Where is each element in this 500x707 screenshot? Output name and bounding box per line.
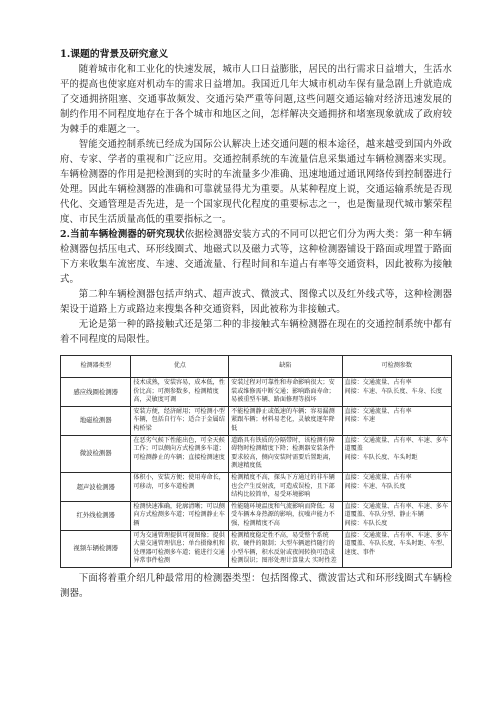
table-row: [61, 501, 452, 530]
table-cell-type: 视频车辆检测器: [61, 530, 131, 567]
research-status-intro: 依据检测器安装方式的不同可以把它们分为两大类：第一种车辆检测器包括压电式、环形线圈式、地磁式以及磁力式等，这种检测器铺设于路面或埋置于路面下方来收集车流密度、车速、交通流量、行程时间和车道占有率等交通资料，因此被称为接触式。: [60, 229, 453, 285]
detector-comparison-table: [60, 355, 452, 568]
table-cell-type: 感应线圈检测器: [61, 378, 131, 407]
paragraph-following-intro: 下面将着重介绍几种最常用的检测器类型：包括图像式、微波雷达式和环形线圈式车辆检测器。: [60, 572, 452, 599]
table-row: [61, 435, 452, 472]
table-cell-params: 直接：交通流量、占有率 间接：车速、车队长度: [342, 472, 451, 501]
table-row: [61, 530, 452, 567]
table-cell-advantages: 体积小，安装方便；使用寿命长，可移动，可多车道检测: [131, 472, 229, 501]
table-cell-type: 微波检测器: [61, 435, 131, 472]
paragraph-limitations: 无论是第一种的路接触式还是第二种的非接触式车辆检测器在现在的交通控制系统中都有着不同程度的局限性。: [60, 319, 452, 345]
table-cell-type: 地磁检测器: [61, 406, 131, 435]
table-cell-advantages: 技术成熟，安装容易，成本低，性价比高；可测参数多，检测精度高，灵敏度可调: [131, 378, 229, 407]
table-cell-advantages: 安装方便，经济耐用；可检测小型车辆，包括自行车；适合于金属结构桥梁: [131, 406, 229, 435]
table-cell-disadvantages: 安装过程对可靠性和寿命影响很大；安装或维修需中断交通；影响路面寿命；易被重型车辆、路面修理等损坏: [229, 378, 342, 407]
paragraph-background-2: 智能交通控制系统已经成为国际公认解决上述交通问题的根本途径，越来越受到国内外政府、专家、学者的重视和广泛应用。交通控制系统的车流量信息采集通过车辆检测器来实现。车辆检测器的作用是把检测到的实时的车流量多少准确、迅速地通过通讯网络传到控制器进行处理。因此车辆检测器的准确和可靠就显得尤为重要。从某种程度上说，交通运输系统是否现代化、交通管理是否先进，是一个国家现代化程度的重要标志之一，也是衡量现代城市繁荣程度、市民生活质量高低的重要指标之一。: [60, 139, 452, 225]
table-header-row: [61, 356, 452, 378]
section-heading-research-status: 2.当前车辆检测器的研究现状: [60, 229, 185, 240]
table-cell-disadvantages: 性能随环境温度和气流影响而降低；易受车辆本身热源的影响，抗噪声能力不强，检测精度不高: [229, 501, 342, 530]
table-cell-advantages: 在恶劣气候下性能出色，可全天候工作；可以侧向方式检测多车道；可检测静止的车辆；直接检测速度: [131, 435, 229, 472]
table-cell-type: 红外线检测器: [61, 501, 131, 530]
table-header-disadvantages: 缺陷: [229, 356, 342, 378]
table-row: [61, 472, 452, 501]
table-cell-type: 超声波检测器: [61, 472, 131, 501]
table-row: [61, 378, 452, 407]
table-cell-disadvantages: 检测精度稳定性不高，易受整个系统软、硬件的限制；大型车辆遮挡随行的小型车辆，积水反射或夜间转换可造成检测误识；图形处理计算量大 实时性差: [229, 530, 342, 567]
paragraph-background-1: 随着城市化和工业化的快速发展，城市人口日益膨胀，居民的出行需求日益增大，生活水平的提高也使家庭对机动车的需求日益增加。我国近几年大城市机动车保有量急剧上升就造成了交通拥挤阻塞、交通事故频发、交通污染严重等问题,这些问题交通运输对经济迅速发展的制约作用不同程度地存在于各个城市和地区之间，怎样解决交通拥挤和堵塞现象就成了政府较为棘手的难题之一。: [60, 64, 452, 135]
table-cell-advantages: 检测快速准确，轮廓清晰；可以侧向方式检测多车道；可检测静止车辆: [131, 501, 229, 530]
table-cell-params: 直接：交通流量、占有率 间接：车速: [342, 406, 451, 435]
table-cell-advantages: 可为交通管理提供可视图像；提供大量交通管理信息；单台摄像机和处理器可检测多车道；能进行交通异常事件检测: [131, 530, 229, 567]
section-heading-background: 1.课题的背景及研究意义: [60, 49, 169, 60]
table-cell-disadvantages: 道路具有铁质的分隔带时，该检测有障碍物时检测精度下降；检测器安装条件要求较高，侧向安装时需要后置距离，测速精度低: [229, 435, 342, 472]
table-cell-params: 直接：交通流量、占有率 间接：车速、车队长度、车身、长度: [342, 378, 451, 407]
table-row: [61, 406, 452, 435]
table-cell-disadvantages: 不能检测静止或低速的车辆；容易漏测紧跟车辆；材料易老化，灵敏度逐年降低: [229, 406, 342, 435]
table-cell-params: 直接：交通流量、占有率、车速、多车道覆盖、车队长度、车头时距、车型、速度、事件: [342, 530, 451, 567]
table-cell-params: 直接：交通流量、占有率、车速、多车道覆盖、车队分型、静止车辆 间接：车队长度: [342, 501, 451, 530]
table-cell-disadvantages: 检测精度不高，探头下方通过的非车辆也会产生反射波，可造成误检，且下部结构比较简单，易受环境影响: [229, 472, 342, 501]
table-header-type: 检测器类型: [61, 356, 131, 378]
table-header-params: 可检测参数: [342, 356, 451, 378]
paragraph-research-status: [60, 227, 452, 287]
paragraph-noncontact: 第二种车辆检测器包括声纳式、超声波式、微波式、图像式以及红外线式等，这种检测器架设于道路上方或路边来搜集各种交通资料，因此被称为非接触式。: [60, 289, 452, 315]
table-cell-params: 直接：交通流量、占有率、车速、多车道覆盖 间接：车队长度、车头时距: [342, 435, 451, 472]
table-header-advantages: 优点: [131, 356, 229, 378]
